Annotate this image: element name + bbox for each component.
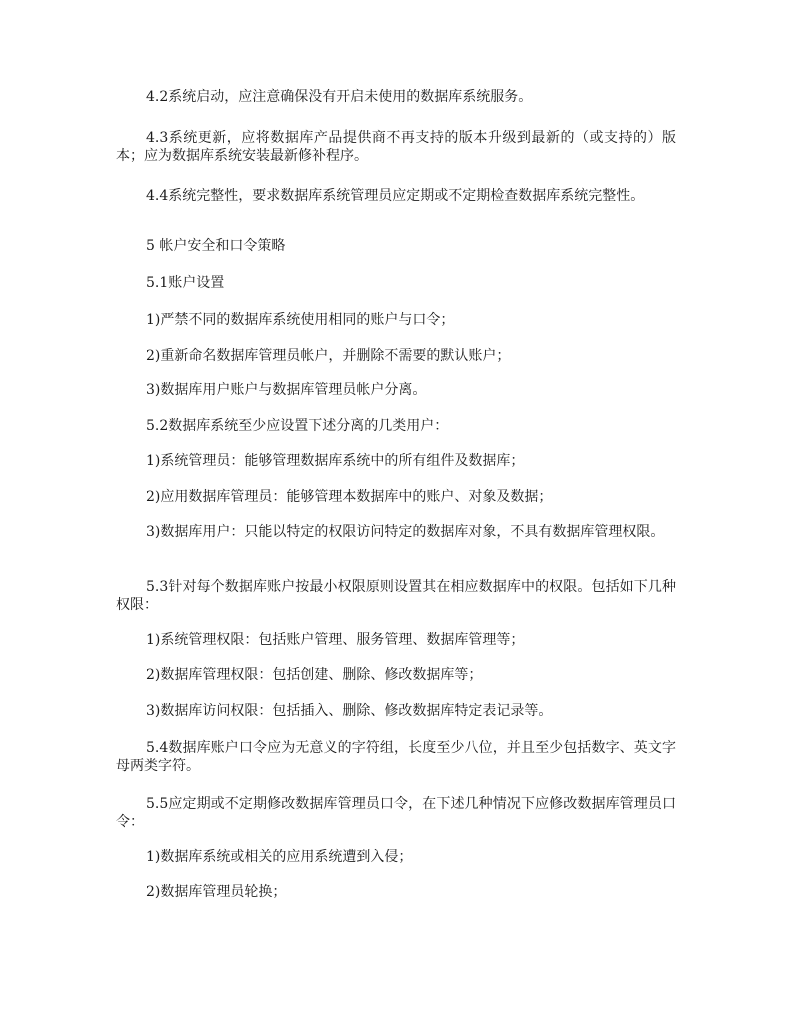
list-item: 3)数据库用户账户与数据库管理员帐户分离。 bbox=[146, 382, 427, 398]
paragraph-4-3: 4.3系统更新，应将数据库产品提供商不再支持的版本升级到最新的（或支持的）版本；应为数据库系统安装最新修补程序。 bbox=[116, 130, 676, 164]
section-heading-5: 5 帐户安全和口令策略 bbox=[146, 238, 286, 254]
list-item: 3)数据库用户：只能以特定的权限访问特定的数据库对象，不具有数据库管理权限。 bbox=[146, 524, 665, 540]
list-item: 2)应用数据库管理员：能够管理本数据库中的账户、对象及数据； bbox=[146, 489, 553, 505]
paragraph-4-4: 4.4系统完整性，要求数据库系统管理员应定期或不定期检查数据库系统完整性。 bbox=[146, 188, 645, 204]
paragraph-5-4: 5.4数据库账户口令应为无意义的字符组，长度至少八位，并且至少包括数字、英文字母两类字符。 bbox=[116, 740, 676, 774]
list-item: 2)数据库管理员轮换； bbox=[146, 884, 287, 900]
list-item: 3)数据库访问权限：包括插入、删除、修改数据库特定表记录等。 bbox=[146, 703, 553, 719]
list-item: 1)严禁不同的数据库系统使用相同的账户与口令； bbox=[146, 312, 455, 328]
paragraph-4-2: 4.2系统启动，应注意确保没有开启未使用的数据库系统服务。 bbox=[146, 89, 533, 105]
paragraph-5-3: 5.3针对每个数据库账户按最小权限原则设置其在相应数据库中的权限。包括如下几种权限： bbox=[116, 579, 676, 613]
list-item: 1)系统管理权限：包括账户管理、服务管理、数据库管理等； bbox=[146, 632, 525, 648]
paragraph-5-5: 5.5应定期或不定期修改数据库管理员口令，在下述几种情况下应修改数据库管理员口令： bbox=[116, 796, 676, 830]
paragraph-5-2: 5.2数据库系统至少应设置下述分离的几类用户： bbox=[146, 418, 449, 434]
list-item: 2)重新命名数据库管理员帐户，并删除不需要的默认账户； bbox=[146, 348, 511, 364]
paragraph-5-1: 5.1账户设置 bbox=[146, 275, 225, 291]
list-item: 2)数据库管理权限：包括创建、删除、修改数据库等； bbox=[146, 667, 483, 683]
list-item: 1)系统管理员：能够管理数据库系统中的所有组件及数据库； bbox=[146, 453, 525, 469]
list-item: 1)数据库系统或相关的应用系统遭到入侵； bbox=[146, 849, 413, 865]
